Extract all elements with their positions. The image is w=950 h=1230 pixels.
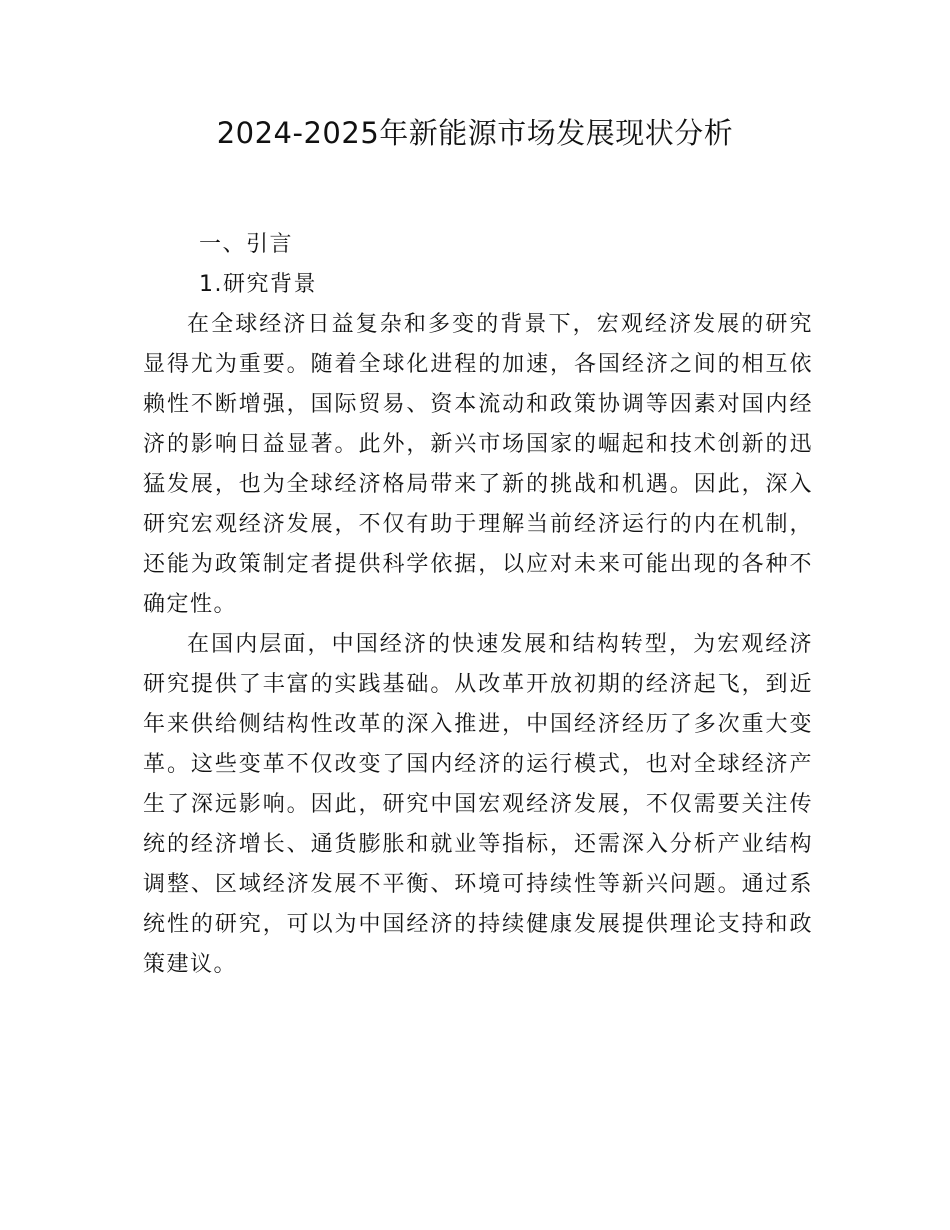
document-body — [143, 225, 813, 985]
subsection-heading: 1.研究背景 — [199, 272, 317, 297]
body-paragraph-1: 在全球经济日益复杂和多变的背景下，宏观经济发展的研究显得尤为重要。随着全球化进程的加速，各国经济之间的相互依赖性不断增强，国际贸易、资本流动和政策协调等因素对国内经济的影响日益显著。此外，新兴市场国家的崛起和技术创新的迅猛发展，也为全球经济格局带来了新的挑战和机遇。因此，深入研究宏观经济发展，不仅有助于理解当前经济运行的内在机制，还能为政策制定者提供科学依据，以应对未来可能出现的各种不确定性。 — [143, 312, 813, 617]
document-title: 2024-2025年新能源市场发展现状分析 — [216, 116, 734, 150]
body-paragraph-2: 在国内层面，中国经济的快速发展和结构转型，为宏观经济研究提供了丰富的实践基础。从改革开放初期的经济起飞，到近年来供给侧结构性改革的深入推进，中国经济经历了多次重大变革。这些变革不仅改变了国内经济的运行模式，也对全球经济产生了深远影响。因此，研究中国宏观经济发展，不仅需要关注传统的经济增长、通货膨胀和就业等指标，还需深入分析产业结构调整、区域经济发展不平衡、环境可持续性等新兴问题。通过系统性的研究，可以为中国经济的持续健康发展提供理论支持和政策建议。 — [143, 632, 813, 977]
section-heading: 一、引言 — [199, 232, 294, 257]
